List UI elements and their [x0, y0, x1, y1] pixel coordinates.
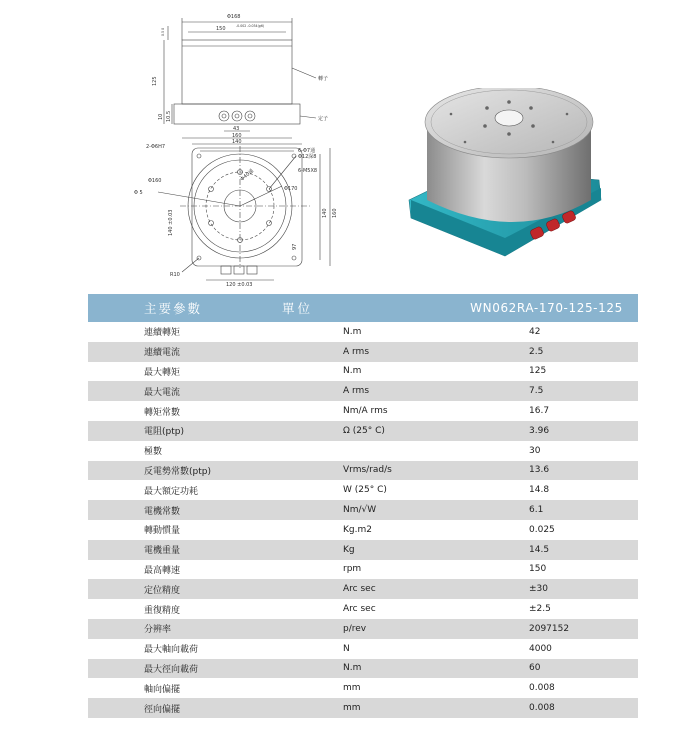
cell-unit: A rms [268, 342, 455, 362]
cell-parameter: 反電勢常數(ptp) [88, 461, 268, 481]
table-row [88, 520, 638, 540]
cell-parameter: 重復精度 [88, 599, 268, 619]
cell-value: ±2.5 [455, 599, 638, 619]
table-row [88, 500, 638, 520]
dim-holes-2: 2-Φ6H7 [146, 144, 166, 150]
dim-holes-6a-counterbore: Φ12深8 [298, 154, 317, 160]
table-row [88, 401, 638, 421]
cell-value: 30 [455, 441, 638, 461]
cell-unit: Nm/√W [268, 500, 455, 520]
cell-unit: mm [268, 698, 455, 718]
spec-table-body [88, 322, 638, 718]
cell-value: 0.008 [455, 678, 638, 698]
cell-value: 2.5 [455, 342, 638, 362]
motor-render [405, 88, 615, 260]
cell-unit: rpm [268, 560, 455, 580]
cell-parameter: 電阻(ptp) [88, 421, 268, 441]
cell-unit: A rms [268, 381, 455, 401]
dim-w160: 160 [232, 133, 242, 139]
table-row [88, 579, 638, 599]
dim-v140: 140 [322, 208, 328, 218]
cell-value: 4000 [455, 639, 638, 659]
cell-unit: Vrms/rad/s [268, 461, 455, 481]
dim-holes-6b: 6-M5X8 [298, 168, 318, 174]
cell-unit: N.m [268, 659, 455, 679]
cell-parameter: 極數 [88, 441, 268, 461]
cell-parameter: 定位精度 [88, 579, 268, 599]
header-model: WN062RA-170-125-125 [455, 294, 638, 322]
cell-unit: Arc sec [268, 579, 455, 599]
dim-h10: 10 [158, 113, 164, 120]
dim-v97: 97 [292, 243, 298, 250]
cell-unit: Kg.m2 [268, 520, 455, 540]
cell-parameter: 分辨率 [88, 619, 268, 639]
dim-d168: Φ168 [227, 14, 241, 20]
cell-parameter: 最大軸向載荷 [88, 639, 268, 659]
cell-parameter: 徑向偏擺 [88, 698, 268, 718]
cell-parameter: 轉矩常數 [88, 401, 268, 421]
table-row [88, 639, 638, 659]
dim-d170: Φ170 [284, 186, 298, 192]
cell-parameter: 軸向偏擺 [88, 678, 268, 698]
connector-right [245, 111, 255, 121]
table-row [88, 381, 638, 401]
cell-parameter: 最大轉矩 [88, 362, 268, 382]
cell-parameter: 最大徑向載荷 [88, 659, 268, 679]
header-unit: 單位 [268, 294, 455, 322]
table-row [88, 362, 638, 382]
table-row [88, 421, 638, 441]
cell-parameter: 最大電流 [88, 381, 268, 401]
cell-unit: mm [268, 678, 455, 698]
cell-parameter: 連續電流 [88, 342, 268, 362]
cell-parameter: 轉動慣量 [88, 520, 268, 540]
table-row [88, 461, 638, 481]
callout-rotor: 轉子 [318, 76, 329, 82]
dim-h10-5: 10.5 [166, 110, 172, 122]
table-row [88, 678, 638, 698]
dim-top-tolerance: 0.5 0 [161, 27, 165, 36]
cell-parameter: 最大額定功耗 [88, 480, 268, 500]
cell-unit [268, 441, 455, 461]
cell-value: 16.7 [455, 401, 638, 421]
cell-value: 0.025 [455, 520, 638, 540]
table-row [88, 659, 638, 679]
connector-left [219, 111, 229, 121]
cell-value: 6.1 [455, 500, 638, 520]
dim-d160: Φ160 [148, 178, 162, 184]
dim-r10: R10 [170, 272, 180, 278]
cell-value: ±30 [455, 579, 638, 599]
cell-parameter: 電機常數 [88, 500, 268, 520]
dim-v160: 160 [332, 208, 338, 218]
table-row [88, 342, 638, 362]
cell-value: 14.8 [455, 480, 638, 500]
cell-unit: Kg [268, 540, 455, 560]
cell-value: 60 [455, 659, 638, 679]
connector-middle [232, 111, 242, 121]
rotor-body-outline [182, 40, 292, 104]
cell-parameter: 最高轉速 [88, 560, 268, 580]
dim-d43: 43 [233, 126, 240, 132]
cell-parameter: 電機重量 [88, 540, 268, 560]
cell-unit: Arc sec [268, 599, 455, 619]
spec-table [88, 294, 638, 718]
header-parameter: 主要參數 [88, 294, 268, 322]
dim-h140-side: 140 ±0.03 [168, 209, 174, 236]
dim-bore: Φ40通 [239, 168, 256, 183]
table-row [88, 698, 638, 718]
dim-h125: 125 [152, 76, 158, 86]
cell-unit: N.m [268, 322, 455, 342]
dim-d150: 150 [216, 26, 226, 32]
dim-holes-6a: 6-Φ7通 [298, 148, 316, 154]
table-row [88, 322, 638, 342]
cell-value: 13.6 [455, 461, 638, 481]
table-row [88, 441, 638, 461]
technical-drawing [120, 6, 350, 288]
table-row [88, 599, 638, 619]
cell-value: 3.96 [455, 421, 638, 441]
table-row [88, 480, 638, 500]
cell-unit: N.m [268, 362, 455, 382]
cell-value: 42 [455, 322, 638, 342]
dim-shaft: Φ 5 [134, 190, 143, 196]
dim-d150-tolerance: -0.002 -0.034(g6) [236, 24, 265, 28]
cell-value: 2097152 [455, 619, 638, 639]
spec-table-header [88, 294, 638, 322]
cell-unit: Nm/A rms [268, 401, 455, 421]
table-row [88, 560, 638, 580]
table-row [88, 540, 638, 560]
cell-value: 14.5 [455, 540, 638, 560]
cell-value: 0.008 [455, 698, 638, 718]
base-plate-outline [192, 148, 302, 266]
callout-stator: 定子 [318, 116, 329, 122]
cell-value: 150 [455, 560, 638, 580]
cell-value: 125 [455, 362, 638, 382]
cell-unit: p/rev [268, 619, 455, 639]
cell-parameter: 連續轉矩 [88, 322, 268, 342]
dim-w120: 120 ±0.03 [226, 282, 253, 288]
table-row [88, 619, 638, 639]
cell-unit: N [268, 639, 455, 659]
cell-unit: W (25° C) [268, 480, 455, 500]
cell-value: 7.5 [455, 381, 638, 401]
dim-w140: 140 [232, 139, 242, 145]
cell-unit: Ω (25° C) [268, 421, 455, 441]
